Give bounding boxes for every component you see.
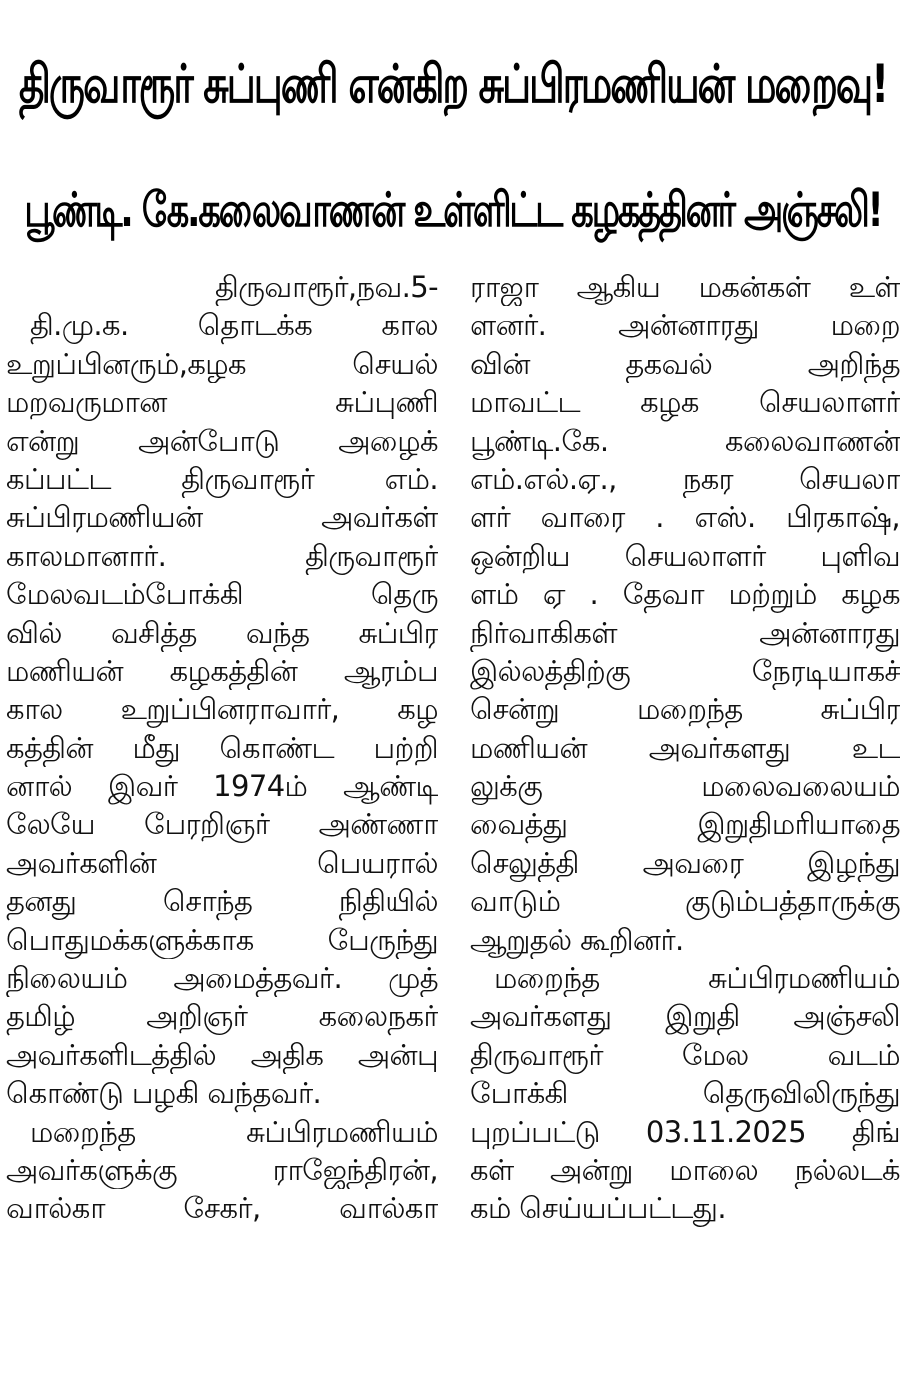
text-line: கம் செய்யப்பட்டது. bbox=[470, 1191, 726, 1226]
text-line: மறைந்த சுப்பிரமணியம் bbox=[30, 1114, 438, 1149]
text-line: ளர் வாரை . எஸ். பிரகாஷ், bbox=[470, 500, 900, 535]
text-line: வால்கா சேகர், வால்கா bbox=[6, 1191, 438, 1226]
text-line: போக்கி தெருவிலிருந்து bbox=[470, 1076, 900, 1111]
text-line: காலமானார். திருவாரூர் bbox=[6, 538, 438, 573]
text-line: சுப்பிரமணியன் அவர்கள் bbox=[6, 500, 438, 535]
text-line: வாடும் குடும்பத்தாருக்கு bbox=[470, 884, 900, 919]
article-column-left bbox=[6, 268, 438, 1228]
text-line: பூண்டி.கே. கலைவாணன் bbox=[470, 423, 900, 458]
text-line: எம்.எல்.ஏ., நகர செயலா bbox=[470, 461, 900, 496]
text-line: மணியன் அவர்களது உட bbox=[470, 730, 900, 765]
text-line: கொண்டு பழகி வந்தவர். bbox=[6, 1076, 322, 1111]
text-line: மறவருமான சுப்புணி bbox=[6, 385, 438, 420]
text-line: உறுப்பினரும்,கழக செயல் bbox=[6, 346, 438, 381]
text-line: வில் வசித்த வந்த சுப்பிர bbox=[6, 615, 438, 650]
text-line: திருவாரூர் மேல வடம் bbox=[470, 1037, 900, 1072]
text-line: இல்லத்திற்கு நேரடியாகச் bbox=[470, 653, 900, 688]
text-line: கள் அன்று மாலை நல்லடக் bbox=[470, 1152, 900, 1187]
text-line: லேயே பேரறிஞர் அண்ணா bbox=[6, 807, 438, 842]
text-line: னால் இவர் 1974ம் ஆண்டி bbox=[6, 769, 438, 804]
text-line: மேலவடம்போக்கி தெரு bbox=[6, 577, 438, 612]
text-line: ராஜா ஆகிய மகன்கள் உள் bbox=[470, 270, 900, 304]
headline: திருவாரூர் சுப்புணி என்கிற சுப்பிரமணியன் மறைவு! bbox=[18, 54, 888, 116]
text-line: புறப்பட்டு 03.11.2025 திங் bbox=[470, 1114, 900, 1149]
text-line: நிர்வாகிகள் அன்னாரது bbox=[470, 615, 900, 650]
text-line: கப்பட்ட திருவாரூர் எம். bbox=[6, 461, 438, 496]
text-line: பொதுமக்களுக்காக பேருந்து bbox=[6, 922, 438, 957]
text-line: மறைந்த சுப்பிரமணியம் bbox=[494, 961, 900, 996]
text-line: கத்தின் மீது கொண்ட பற்றி bbox=[6, 730, 438, 765]
text-line: அவர்களின் பெயரால் bbox=[6, 845, 438, 880]
text-line: செலுத்தி அவரை இழந்து bbox=[470, 845, 900, 880]
text-line: தனது சொந்த நிதியில் bbox=[6, 884, 438, 919]
text-line: வின் தகவல் அறிந்த bbox=[470, 346, 900, 381]
text-line: நிலையம் அமைத்தவர். முத் bbox=[6, 961, 438, 996]
text-line: தமிழ் அறிஞர் கலைநகர் bbox=[6, 999, 438, 1034]
subheadline: பூண்டி. கே.கலைவாணன் உள்ளிட்ட கழகத்தினர் அஞ்சலி! bbox=[24, 184, 882, 238]
text-line: ஆறுதல் கூறினர். bbox=[470, 922, 684, 957]
text-line: கால உறுப்பினராவார், கழ bbox=[6, 692, 438, 727]
text-line: தி.மு.க. தொடக்க கால bbox=[30, 308, 438, 343]
text-line: மணியன் கழகத்தின் ஆரம்ப bbox=[6, 653, 438, 688]
text-line: சென்று மறைந்த சுப்பிர bbox=[470, 692, 900, 727]
text-line: லுக்கு மலைவலையம் bbox=[470, 769, 900, 804]
text-line: அவர்களிடத்தில் அதிக அன்பு bbox=[6, 1037, 438, 1072]
dateline: திருவாரூர்,நவ.5- bbox=[215, 270, 438, 304]
article-column-right bbox=[470, 268, 900, 1228]
text-line: ஒன்றிய செயலாளர் புளிவ bbox=[470, 538, 900, 573]
text-line: அவர்களுக்கு ராஜேந்திரன், bbox=[6, 1152, 438, 1187]
text-line: மாவட்ட கழக செயலாளர் bbox=[470, 385, 900, 420]
text-line: ளம் ஏ . தேவா மற்றும் கழக bbox=[470, 577, 900, 612]
text-line: அவர்களது இறுதி அஞ்சலி bbox=[470, 999, 900, 1034]
text-line: என்று அன்போடு அழைக் bbox=[6, 423, 438, 458]
text-line: வைத்து இறுதிமரியாதை bbox=[470, 807, 900, 842]
text-line: ளனர். அன்னாரது மறை bbox=[470, 308, 900, 343]
